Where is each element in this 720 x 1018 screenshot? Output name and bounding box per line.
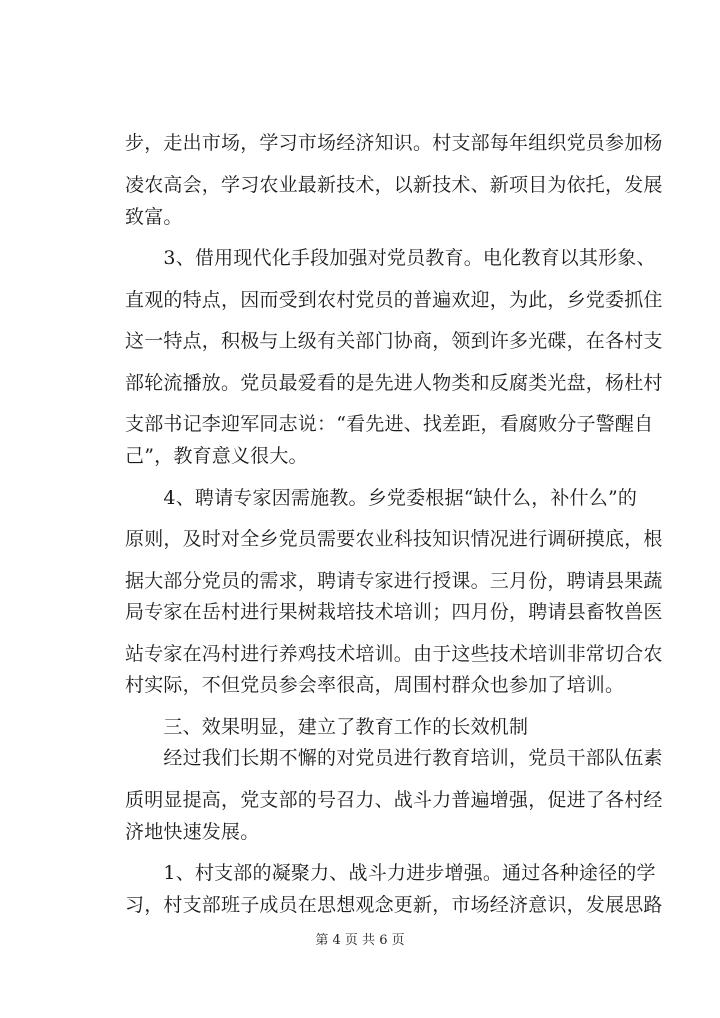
text-line: 步，走出市场，学习市场经济知识。村支部每年组织党员参加杨 — [125, 132, 663, 154]
text-line: 部轮流播放。党员最爱看的是先进人物类和反腐类光盘，杨杜村 — [125, 372, 663, 394]
page-footer: 第 4 页 共 6 页 — [315, 933, 405, 948]
text-line: 直观的特点，因而受到农村党员的普遍欢迎，为此，乡党委抓住 — [125, 289, 663, 311]
text-line: 站专家在冯村进行养鸡技术培训。由于这些技术培训非常切合农 — [125, 643, 663, 665]
text-line: 己”，教育意义很大。 — [125, 445, 308, 467]
text-line: 凌农高会，学习农业最新技术，以新技术、新项目为依托，发展 — [125, 174, 663, 196]
text-line: 4、聘请专家因需施教。乡党委根据“缺什么，补什么”的 — [125, 487, 638, 509]
text-line: 据大部分党员的需求，聘请专家进行授课。三月份，聘请县果蔬 — [125, 570, 663, 592]
text-line: 1、村支部的凝聚力、战斗力进步增强。通过各种途径的学 — [125, 862, 656, 884]
text-line: 局专家在岳村进行果树栽培技术培训；四月份，聘请县畜牧兽医 — [125, 601, 663, 623]
text-line: 质明显提高，党支部的号召力、战斗力普遍增强，促进了各村经 — [125, 789, 663, 811]
section-heading: 三、效果明显，建立了教育工作的长效机制 — [125, 716, 529, 738]
text-line: 3、借用现代化手段加强对党员教育。电化教育以其形象、 — [125, 247, 656, 269]
text-line: 村实际，不但党员参会率很高，周围村群众也参加了培训。 — [125, 674, 625, 696]
text-line: 致富。 — [125, 206, 183, 228]
text-line: 原则，及时对全乡党员需要农业科技知识情况进行调研摸底，根 — [125, 528, 663, 550]
text-line: 经过我们长期不懈的对党员进行教育培训，党员干部队伍素 — [125, 747, 663, 769]
text-line: 习，村支部班子成员在思想观念更新，市场经济意识，发展思路 — [125, 894, 663, 916]
text-line: 这一特点，积极与上级有关部门协商，领到许多光碟，在各村支 — [125, 330, 663, 352]
text-line: 支部书记李迎军同志说：“看先进、找差距，看腐败分子警醒自 — [125, 413, 654, 435]
text-line: 济地快速发展。 — [125, 821, 260, 843]
